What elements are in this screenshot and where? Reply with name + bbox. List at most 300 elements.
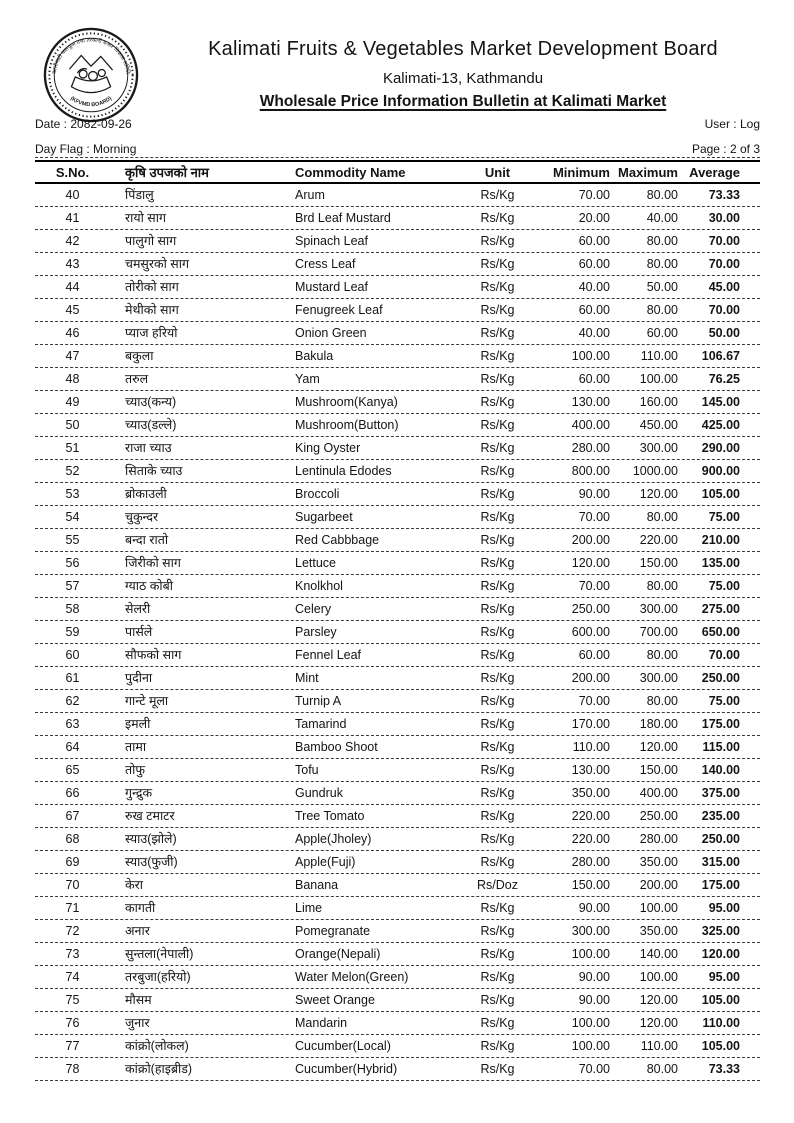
cell-nepali: प्याज हरियो (125, 326, 178, 340)
cell-nepali: स्याउ(फुजी) (125, 855, 178, 869)
cell-minimum: 280.00 (571, 441, 610, 455)
cell-minimum: 250.00 (571, 602, 610, 616)
table-row (35, 644, 760, 667)
cell-average: 140.00 (701, 763, 740, 777)
col-header-nepali: कृषि उपजको नाम (125, 165, 209, 180)
meta-row-2 (35, 142, 760, 156)
cell-average: 145.00 (701, 395, 740, 409)
cell-maximum: 280.00 (639, 832, 678, 846)
cell-average: 175.00 (701, 878, 740, 892)
cell-sno: 68 (65, 832, 80, 846)
cell-minimum: 70.00 (578, 694, 610, 708)
cell-commodity: Fennel Leaf (295, 648, 362, 662)
cell-nepali: ग्याठ कोबी (125, 579, 173, 593)
cell-maximum: 80.00 (646, 510, 678, 524)
cell-sno: 60 (65, 648, 80, 662)
cell-average: 115.00 (702, 740, 740, 754)
cell-minimum: 70.00 (578, 188, 610, 202)
cell-sno: 75 (65, 993, 80, 1007)
cell-unit: Rs/Kg (480, 648, 515, 662)
cell-maximum: 300.00 (639, 602, 678, 616)
col-header-average: Average (689, 165, 740, 180)
cell-commodity: Tree Tomato (295, 809, 365, 823)
cell-nepali: इमली (125, 717, 151, 731)
cell-minimum: 60.00 (578, 648, 610, 662)
cell-nepali: कांक्रो(हाइब्रीड) (125, 1062, 193, 1076)
cell-maximum: 180.00 (639, 717, 678, 731)
cell-commodity: Brd Leaf Mustard (295, 211, 391, 225)
cell-maximum: 300.00 (639, 441, 678, 455)
cell-sno: 43 (65, 257, 80, 271)
cell-average: 95.00 (708, 970, 740, 984)
cell-sno: 57 (65, 579, 80, 593)
cell-average: 75.00 (708, 694, 740, 708)
cell-unit: Rs/Kg (480, 602, 515, 616)
meta-row-1 (35, 117, 760, 131)
cell-average: 375.00 (701, 786, 740, 800)
cell-unit: Rs/Kg (480, 257, 515, 271)
table-row (35, 943, 760, 966)
cell-nepali: रुख टमाटर (125, 809, 175, 823)
cell-average: 75.00 (708, 510, 740, 524)
cell-unit: Rs/Kg (480, 510, 515, 524)
cell-minimum: 60.00 (578, 234, 610, 248)
table-row (35, 207, 760, 230)
cell-minimum: 100.00 (571, 1016, 610, 1030)
cell-nepali: पार्सले (125, 625, 153, 639)
cell-minimum: 20.00 (578, 211, 610, 225)
org-address: Kalimati-13, Kathmandu (382, 70, 544, 87)
cell-sno: 44 (65, 280, 80, 294)
cell-nepali: ब्रोकाउली (125, 487, 167, 501)
cell-minimum: 90.00 (578, 901, 610, 915)
cell-commodity: Pomegranate (295, 924, 371, 938)
cell-nepali: पिंडालु (125, 188, 154, 202)
cell-sno: 47 (65, 349, 80, 363)
table-row (35, 1035, 760, 1058)
cell-minimum: 100.00 (571, 349, 610, 363)
cell-nepali: तोरीको साग (125, 280, 179, 294)
cell-minimum: 70.00 (578, 1062, 610, 1076)
cell-unit: Rs/Kg (480, 234, 515, 248)
cell-maximum: 160.00 (639, 395, 678, 409)
cell-sno: 74 (65, 970, 80, 984)
cell-maximum: 150.00 (639, 556, 678, 570)
cell-maximum: 100.00 (639, 901, 678, 915)
cell-commodity: Lentinula Edodes (295, 464, 392, 478)
table-row (35, 621, 760, 644)
cell-nepali: गुन्द्रुक (125, 786, 153, 800)
table-header-row (35, 160, 760, 184)
cell-minimum: 110.00 (572, 740, 610, 754)
logo-center-art-icon (69, 55, 112, 92)
cell-average: 650.00 (701, 625, 740, 639)
cell-minimum: 60.00 (578, 372, 610, 386)
cell-maximum: 80.00 (646, 579, 678, 593)
cell-unit: Rs/Kg (480, 671, 515, 685)
cell-minimum: 100.00 (571, 1039, 610, 1053)
cell-sno: 53 (65, 487, 80, 501)
cell-unit: Rs/Kg (480, 786, 515, 800)
cell-average: 70.00 (708, 234, 740, 248)
table-row (35, 391, 760, 414)
cell-commodity: Fenugreek Leaf (295, 303, 383, 317)
svg-text:(KFVMD BOARD) (69, 96, 113, 109)
table-row (35, 782, 760, 805)
cell-minimum: 40.00 (578, 280, 610, 294)
cell-average: 135.00 (701, 556, 740, 570)
day-flag-label: Day Flag : Morning (35, 142, 137, 156)
cell-nepali: बन्दा रातो (125, 533, 169, 547)
cell-average: 95.00 (708, 901, 740, 915)
cell-nepali: पुदीना (125, 671, 153, 685)
cell-maximum: 450.00 (639, 418, 678, 432)
cell-commodity: Yam (295, 372, 320, 386)
cell-average: 105.00 (701, 487, 740, 501)
cell-average: 175.00 (701, 717, 740, 731)
cell-sno: 66 (65, 786, 80, 800)
cell-unit: Rs/Kg (480, 418, 515, 432)
cell-sno: 72 (65, 924, 80, 938)
cell-nepali: कागती (125, 901, 156, 915)
table-row (35, 552, 760, 575)
cell-maximum: 80.00 (646, 694, 678, 708)
cell-maximum: 300.00 (639, 671, 678, 685)
cell-maximum: 220.00 (639, 533, 678, 547)
cell-sno: 67 (65, 809, 80, 823)
cell-commodity: Sugarbeet (295, 510, 353, 524)
cell-nepali: रायो साग (125, 211, 167, 225)
cell-nepali: बकुला (125, 349, 154, 363)
cell-sno: 62 (65, 694, 80, 708)
cell-nepali: सौफको साग (125, 648, 182, 662)
table-row (35, 828, 760, 851)
table-row (35, 736, 760, 759)
cell-commodity: Lettuce (295, 556, 337, 570)
cell-average: 70.00 (708, 257, 740, 271)
cell-unit: Rs/Kg (480, 441, 515, 455)
bulletin-title: Wholesale Price Information Bulletin at Kalimati Market (259, 93, 667, 110)
cell-unit: Rs/Kg (480, 487, 515, 501)
logo-arc-top-text: कालीमाटी फलफूल तथा तरकारी बजार विकास समिति (51, 37, 131, 75)
cell-average: 70.00 (708, 648, 740, 662)
table-row (35, 874, 760, 897)
cell-nepali: केरा (125, 878, 143, 892)
cell-commodity: Celery (295, 602, 332, 616)
cell-unit: Rs/Kg (480, 924, 515, 938)
cell-average: 105.00 (701, 993, 740, 1007)
cell-maximum: 110.00 (640, 1039, 678, 1053)
table-row (35, 414, 760, 437)
cell-minimum: 130.00 (571, 395, 610, 409)
cell-average: 105.00 (701, 1039, 740, 1053)
cell-commodity: Mint (295, 671, 319, 685)
cell-unit: Rs/Doz (477, 878, 518, 892)
kfvmd-seal-logo-icon (42, 26, 140, 124)
cell-maximum: 60.00 (646, 326, 678, 340)
cell-nepali: तरुल (125, 372, 149, 386)
cell-maximum: 200.00 (639, 878, 678, 892)
cell-sno: 40 (65, 188, 80, 202)
table-row (35, 759, 760, 782)
cell-average: 250.00 (701, 832, 740, 846)
cell-maximum: 350.00 (639, 924, 678, 938)
cell-unit: Rs/Kg (480, 280, 515, 294)
cell-commodity: Onion Green (295, 326, 367, 340)
cell-average: 315.00 (701, 855, 740, 869)
cell-commodity: Mandarin (295, 1016, 348, 1030)
cell-minimum: 220.00 (571, 832, 610, 846)
cell-sno: 49 (65, 395, 80, 409)
cell-sno: 46 (65, 326, 80, 340)
cell-nepali: सिताके च्याउ (125, 464, 183, 478)
cell-nepali: च्याउ(डल्ले) (125, 418, 177, 432)
cell-maximum: 350.00 (639, 855, 678, 869)
cell-average: 235.00 (701, 809, 740, 823)
table-row (35, 299, 760, 322)
table-row (35, 805, 760, 828)
table-row (35, 529, 760, 552)
cell-minimum: 70.00 (578, 579, 610, 593)
cell-commodity: Bakula (295, 349, 334, 363)
cell-unit: Rs/Kg (480, 372, 515, 386)
cell-minimum: 90.00 (578, 993, 610, 1007)
cell-maximum: 120.00 (639, 993, 678, 1007)
table-row (35, 253, 760, 276)
cell-maximum: 50.00 (646, 280, 678, 294)
cell-maximum: 80.00 (646, 257, 678, 271)
cell-average: 250.00 (701, 671, 740, 685)
cell-unit: Rs/Kg (480, 625, 515, 639)
cell-commodity: Turnip A (295, 694, 342, 708)
cell-minimum: 220.00 (571, 809, 610, 823)
cell-commodity: Apple(Fuji) (295, 855, 356, 869)
cell-average: 120.00 (701, 947, 740, 961)
cell-unit: Rs/Kg (480, 303, 515, 317)
page-number-label: Page : 2 of 3 (691, 142, 760, 156)
cell-unit: Rs/Kg (480, 970, 515, 984)
cell-sno: 45 (65, 303, 80, 317)
table-row (35, 920, 760, 943)
col-header-maximum: Maximum (618, 165, 678, 180)
cell-average: 75.00 (708, 579, 740, 593)
cell-nepali: सुन्तला(नेपाली) (125, 947, 194, 961)
cell-maximum: 40.00 (646, 211, 678, 225)
cell-sno: 41 (65, 211, 80, 225)
cell-commodity: King Oyster (295, 441, 361, 455)
cell-commodity: Cucumber(Local) (295, 1039, 391, 1053)
cell-average: 70.00 (708, 303, 740, 317)
table-row (35, 437, 760, 460)
cell-unit: Rs/Kg (480, 901, 515, 915)
cell-maximum: 80.00 (646, 303, 678, 317)
cell-unit: Rs/Kg (480, 809, 515, 823)
cell-maximum: 140.00 (639, 947, 678, 961)
org-name: Kalimati Fruits & Vegetables Market Development Board (208, 38, 718, 60)
cell-maximum: 100.00 (639, 372, 678, 386)
cell-minimum: 100.00 (571, 947, 610, 961)
cell-commodity: Water Melon(Green) (295, 970, 409, 984)
cell-unit: Rs/Kg (480, 579, 515, 593)
cell-commodity: Gundruk (295, 786, 343, 800)
cell-minimum: 70.00 (578, 510, 610, 524)
cell-minimum: 350.00 (571, 786, 610, 800)
cell-commodity: Mustard Leaf (295, 280, 368, 294)
cell-minimum: 170.00 (571, 717, 610, 731)
cell-maximum: 700.00 (639, 625, 678, 639)
cell-maximum: 110.00 (640, 349, 678, 363)
cell-average: 290.00 (701, 441, 740, 455)
cell-commodity: Parsley (295, 625, 337, 639)
cell-sno: 50 (65, 418, 80, 432)
cell-sno: 70 (65, 878, 80, 892)
cell-commodity: Banana (295, 878, 339, 892)
cell-commodity: Knolkhol (295, 579, 343, 593)
table-row (35, 345, 760, 368)
cell-sno: 63 (65, 717, 80, 731)
cell-unit: Rs/Kg (480, 717, 515, 731)
cell-commodity: Cucumber(Hybrid) (295, 1062, 398, 1076)
cell-sno: 48 (65, 372, 80, 386)
cell-sno: 65 (65, 763, 80, 777)
date-label: Date : 2082-09-26 (35, 117, 132, 131)
cell-minimum: 300.00 (571, 924, 610, 938)
cell-unit: Rs/Kg (480, 211, 515, 225)
table-row (35, 851, 760, 874)
cell-commodity: Red Cabbbage (295, 533, 380, 547)
cell-unit: Rs/Kg (480, 740, 515, 754)
cell-minimum: 90.00 (578, 970, 610, 984)
cell-average: 900.00 (701, 464, 740, 478)
cell-nepali: जिरीको साग (125, 556, 181, 570)
cell-commodity: Sweet Orange (295, 993, 375, 1007)
cell-commodity: Arum (295, 188, 325, 202)
cell-sno: 55 (65, 533, 80, 547)
cell-sno: 52 (65, 464, 80, 478)
cell-nepali: गान्टे मूला (125, 694, 169, 708)
cell-commodity: Spinach Leaf (295, 234, 368, 248)
col-header-minimum: Minimum (552, 165, 610, 180)
user-label: User : Log (704, 117, 760, 131)
table-row (35, 230, 760, 253)
cell-maximum: 80.00 (646, 188, 678, 202)
cell-average: 110.00 (702, 1016, 740, 1030)
cell-average: 50.00 (708, 326, 740, 340)
cell-nepali: सेलरी (125, 602, 151, 616)
cell-commodity: Broccoli (295, 487, 340, 501)
cell-nepali: कांक्रो(लोकल) (125, 1039, 189, 1053)
cell-minimum: 130.00 (571, 763, 610, 777)
table-row (35, 184, 760, 207)
cell-nepali: तोफु (125, 763, 146, 777)
table-row (35, 506, 760, 529)
cell-maximum: 250.00 (639, 809, 678, 823)
cell-nepali: अनार (125, 924, 150, 938)
cell-nepali: स्याउ(झोले) (125, 832, 177, 846)
cell-sno: 59 (65, 625, 80, 639)
price-table (35, 157, 760, 1081)
cell-average: 73.33 (708, 188, 740, 202)
cell-minimum: 120.00 (571, 556, 610, 570)
cell-average: 425.00 (701, 418, 740, 432)
table-row (35, 897, 760, 920)
cell-nepali: पालुगो साग (125, 234, 177, 248)
table-row (35, 276, 760, 299)
cell-sno: 42 (65, 234, 80, 248)
cell-unit: Rs/Kg (480, 326, 515, 340)
cell-minimum: 40.00 (578, 326, 610, 340)
cell-maximum: 80.00 (646, 648, 678, 662)
table-row (35, 1012, 760, 1035)
col-header-commodity: Commodity Name (295, 165, 406, 180)
cell-average: 30.00 (708, 211, 740, 225)
cell-commodity: Tamarind (295, 717, 347, 731)
cell-unit: Rs/Kg (480, 763, 515, 777)
cell-minimum: 60.00 (578, 257, 610, 271)
table-body (35, 184, 760, 1081)
cell-nepali: राजा च्याउ (125, 441, 172, 455)
table-row (35, 598, 760, 621)
cell-unit: Rs/Kg (480, 947, 515, 961)
cell-sno: 51 (65, 441, 80, 455)
cell-commodity: Mushroom(Kanya) (295, 395, 398, 409)
cell-minimum: 200.00 (571, 671, 610, 685)
cell-sno: 54 (65, 510, 80, 524)
cell-unit: Rs/Kg (480, 1016, 515, 1030)
table-row (35, 667, 760, 690)
table-row (35, 1058, 760, 1081)
cell-maximum: 80.00 (646, 1062, 678, 1076)
cell-commodity: Orange(Nepali) (295, 947, 381, 961)
cell-minimum: 200.00 (571, 533, 610, 547)
table-row (35, 966, 760, 989)
cell-maximum: 120.00 (639, 487, 678, 501)
cell-minimum: 400.00 (571, 418, 610, 432)
cell-nepali: च्याउ(कन्य) (125, 395, 177, 409)
cell-commodity: Cress Leaf (295, 257, 356, 271)
cell-minimum: 60.00 (578, 303, 610, 317)
cell-minimum: 90.00 (578, 487, 610, 501)
cell-average: 76.25 (708, 372, 740, 386)
cell-average: 73.33 (708, 1062, 740, 1076)
cell-sno: 61 (65, 671, 80, 685)
table-row (35, 575, 760, 598)
cell-unit: Rs/Kg (480, 395, 515, 409)
cell-commodity: Mushroom(Button) (295, 418, 399, 432)
table-row (35, 322, 760, 345)
cell-minimum: 800.00 (571, 464, 610, 478)
cell-maximum: 150.00 (639, 763, 678, 777)
cell-sno: 69 (65, 855, 80, 869)
cell-nepali: चमसुरको साग (125, 257, 190, 271)
cell-maximum: 120.00 (639, 1016, 678, 1030)
cell-average: 275.00 (701, 602, 740, 616)
cell-commodity: Tofu (295, 763, 319, 777)
cell-average: 210.00 (701, 533, 740, 547)
cell-unit: Rs/Kg (480, 855, 515, 869)
table-row (35, 483, 760, 506)
cell-maximum: 120.00 (639, 740, 678, 754)
cell-maximum: 80.00 (646, 234, 678, 248)
cell-sno: 77 (65, 1039, 80, 1053)
cell-nepali: जुनार (125, 1016, 150, 1030)
cell-unit: Rs/Kg (480, 1062, 515, 1076)
cell-unit: Rs/Kg (480, 533, 515, 547)
cell-sno: 76 (65, 1016, 80, 1030)
cell-sno: 64 (65, 740, 80, 754)
cell-sno: 73 (65, 947, 80, 961)
cell-maximum: 100.00 (639, 970, 678, 984)
